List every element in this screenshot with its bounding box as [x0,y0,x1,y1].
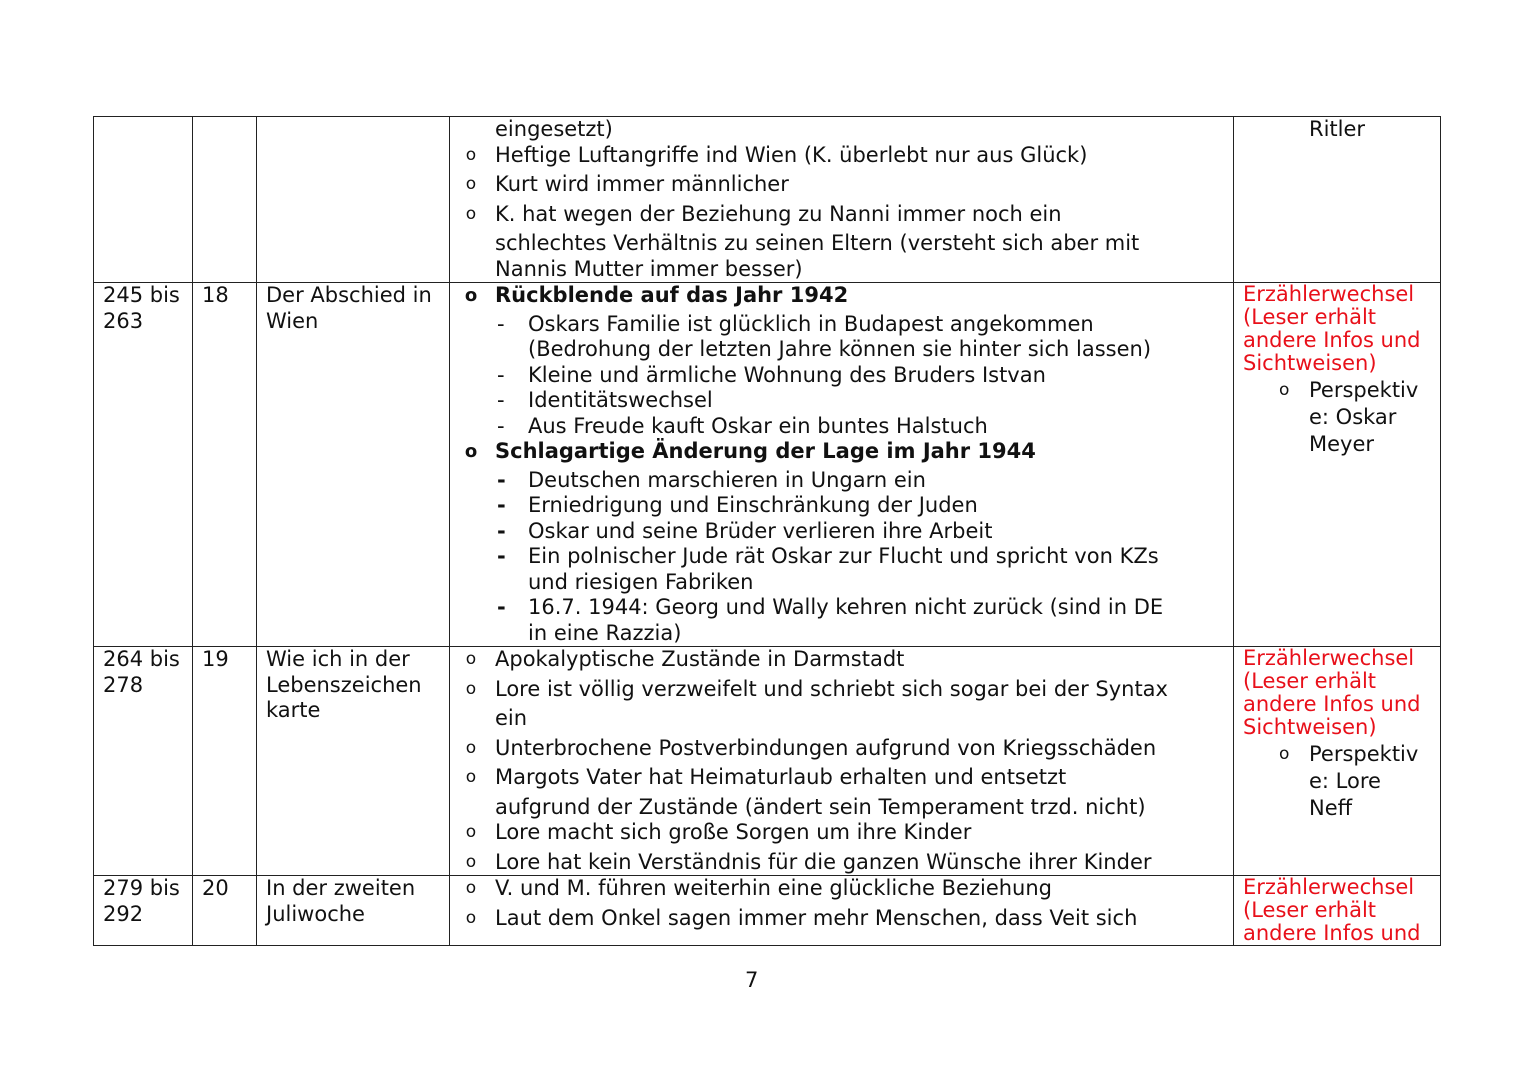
chapter-cell: 19 [193,647,257,876]
table-row [94,876,1441,946]
dash-bullet-icon: - [497,493,506,517]
list-item: o Heftige Luftangriffe ind Wien (K. überlebt nur aus Glück) [459,143,1224,169]
list-item: o Kurt wird immer männlicher [459,172,1224,198]
circle-bullet-icon: o [465,678,477,699]
circle-bullet-icon: o [465,878,477,898]
title-cell: Der Abschied in Wien [257,283,450,647]
list-item: o K. hat wegen der Beziehung zu Nanni immer noch ein [459,202,1224,228]
circle-bullet-icon: o [465,144,477,165]
pages-cell: 279 bis 292 [94,876,193,946]
list-heading: o Rückblende auf das Jahr 1942 [459,283,1224,309]
circle-bullet-icon: o [465,737,477,758]
list-item: o Margots Vater hat Heimaturlaub erhalten und entsetzt [459,765,1224,791]
list-item: - Kleine und ärmliche Wohnung des Bruders Istvan [497,362,1046,387]
list-item: - Erniedrigung und Einschränkung der Juden [497,493,978,517]
list-item: - Oskar und seine Brüder verlieren ihre Arbeit [497,518,993,543]
list-item: o Lore hat kein Verständnis für die ganzen Wünsche ihrer Kinder [459,850,1224,876]
list-item: eingesetzt) [495,117,613,141]
content-cell [450,117,1234,283]
circle-bullet-icon: o [465,203,477,224]
dash-bullet-icon: - [497,595,506,619]
pages-cell [94,117,193,283]
narrator-change-note: Erzählerwechsel (Leser erhält andere Infos und Sichtweisen) [1243,646,1421,739]
dash-bullet-icon: - [497,311,505,336]
title-cell: Wie ich in der Lebenszeichen karte [257,647,450,876]
narrator-change-note: Erzählerwechsel (Leser erhält andere Infos und Sichtweisen) [1243,282,1421,375]
list-item: o Unterbrochene Postverbindungen aufgrund von Kriegsschäden [459,736,1224,762]
circle-bullet-icon: o [465,174,477,194]
note-cell [1234,876,1441,946]
list-item: in eine Razzia) [528,620,682,645]
dash-bullet-icon: - [497,544,506,568]
perspective-note: o Perspektiv e: Oskar Meyer [1279,378,1419,456]
circle-bullet-icon: o [1279,744,1290,764]
note-cell [1234,647,1441,876]
list-heading: o Schlagartige Änderung der Lage im Jahr 1944 [459,439,1224,465]
circle-bullet-icon: o [465,649,477,669]
list-item: o Lore macht sich große Sorgen um ihre Kinder [459,820,1224,846]
list-item: - Ein polnischer Jude rät Oskar zur Flucht und spricht von KZs [497,544,1159,568]
chapter-cell [193,117,257,283]
list-item: - 16.7. 1944: Georg und Wally kehren nicht zurück (sind in DE [497,595,1164,619]
table-row [94,117,1441,283]
note-cell [1234,117,1441,283]
list-item: o Apokalyptische Zustände in Darmstadt [459,647,1224,673]
list-item: und riesigen Fabriken [528,569,754,594]
dash-bullet-icon: - [497,467,506,492]
list-item: o Laut dem Onkel sagen immer mehr Menschen, dass Veit sich [459,906,1224,932]
list-item: o V. und M. führen weiterhin eine glückliche Beziehung [459,876,1224,902]
circle-bullet-icon: o [465,851,477,872]
list-item: - Oskars Familie ist glücklich in Budapest angekommen [497,311,1094,336]
content-cell [450,647,1234,876]
circle-bullet-icon: o [465,822,477,842]
circle-bullet-icon: o [465,907,477,928]
dash-bullet-icon: - [497,362,505,387]
content-cell [450,283,1234,647]
table-row [94,283,1441,647]
circle-bullet-icon: o [465,767,477,787]
table-row [94,647,1441,876]
list-item: o Lore ist völlig verzweifelt und schriebt sich sogar bei der Syntax [459,677,1224,703]
pages-cell: 245 bis 263 [94,283,193,647]
summary-table [93,116,1441,946]
dash-bullet-icon: - [497,413,505,438]
perspective-note: o Perspektiv e: Lore Neff [1279,742,1419,820]
title-cell [257,117,450,283]
dash-bullet-icon: - [497,518,506,543]
pages-cell: 264 bis 278 [94,647,193,876]
dash-bullet-icon: - [497,388,505,412]
note-cell [1234,283,1441,647]
page-number: 7 [745,968,759,992]
content-cell [450,876,1234,946]
chapter-cell: 20 [193,876,257,946]
circle-bullet-icon: o [464,441,478,462]
title-cell: In der zweiten Juliwoche [257,876,450,946]
list-item: - Deutschen marschieren in Ungarn ein [497,467,926,492]
list-item: Nannis Mutter immer besser) [495,256,803,281]
list-item: - Aus Freude kauft Oskar ein buntes Halstuch [497,413,988,438]
list-item: aufgrund der Zustände (ändert sein Temperament trzd. nicht) [495,794,1146,819]
list-item: (Bedrohung der letzten Jahre können sie hinter sich lassen) [528,337,1152,361]
note-text: Ritler [1309,117,1366,141]
circle-bullet-icon: o [464,285,478,306]
circle-bullet-icon: o [1279,380,1290,400]
list-item: ein [495,706,528,730]
list-item: schlechtes Verhältnis zu seinen Eltern (versteht sich aber mit [495,231,1140,255]
list-item: - Identitätswechsel [497,388,713,412]
narrator-change-note: Erzählerwechsel (Leser erhält andere Infos und [1243,875,1421,945]
chapter-cell: 18 [193,283,257,647]
